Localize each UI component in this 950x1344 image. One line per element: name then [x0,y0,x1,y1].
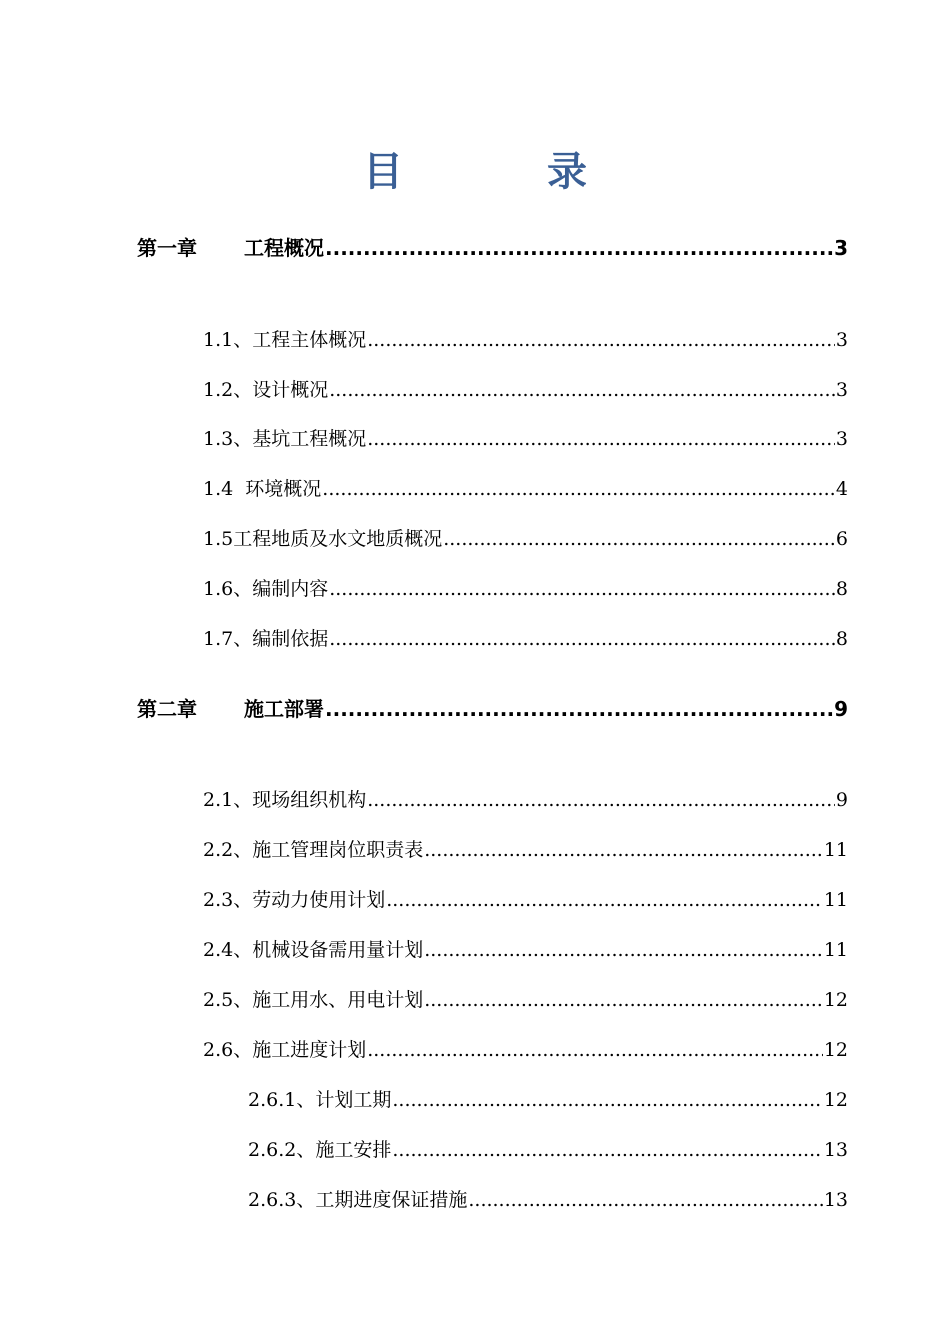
toc-entry-1-2[interactable] [203,375,848,405]
toc-entry-2-2[interactable] [203,835,848,865]
toc-chapter-2[interactable] [137,694,848,724]
toc-entry-label: 1.1、工程主体概况 [203,329,367,351]
chapter-title: 施工部署 [244,697,324,721]
dot-leader [367,1035,823,1065]
toc-chapter-1[interactable] [137,233,848,263]
dot-leader [386,885,823,915]
page-number: 8 [835,628,848,650]
toc-entry-2-3[interactable] [203,885,848,915]
toc-entry-label [137,233,324,263]
chapter-number: 第二章 [137,697,197,721]
chapter-title: 工程概况 [244,236,324,260]
dot-leader [329,624,835,654]
dot-leader [392,1085,822,1115]
dot-leader [392,1135,822,1165]
page-number: 3 [834,236,848,260]
page-number: 13 [823,1139,848,1161]
page-number: 3 [835,428,848,450]
toc-entry-label [137,694,324,724]
toc-entry-2-6-1[interactable] [248,1085,848,1115]
toc-entry-1-3[interactable] [203,424,848,454]
toc-entry-label: 2.1、现场组织机构 [203,789,367,811]
toc-entry-label: 1.3、基坑工程概况 [203,428,367,450]
dot-leader [329,375,835,405]
dot-leader [424,985,823,1015]
page-number: 11 [823,939,848,961]
toc-entry-label: 1.7、编制依据 [203,628,329,650]
dot-leader [424,935,823,965]
toc-entry-label: 2.6.2、施工安排 [248,1139,392,1161]
dot-leader [367,424,835,454]
dot-leader [322,474,835,504]
toc-entry-1-6[interactable] [203,574,848,604]
page-number: 9 [834,697,848,721]
dot-leader [325,233,833,263]
page-number: 11 [823,889,848,911]
dot-leader [325,694,833,724]
page-number: 13 [823,1189,848,1211]
toc-title: 目 录 [363,149,639,195]
toc-entry-2-1[interactable] [203,785,848,815]
toc-entry-label: 2.2、施工管理岗位职责表 [203,839,424,861]
toc-entry-label: 2.6.3、工期进度保证措施 [248,1189,468,1211]
chapter-number: 第一章 [137,236,197,260]
page-number: 12 [823,1039,848,1061]
toc-entry-2-6[interactable] [203,1035,848,1065]
toc-entry-label: 2.6.1、计划工期 [248,1089,392,1111]
toc-entry-2-6-2[interactable] [248,1135,848,1165]
toc-entry-label: 1.4 环境概况 [203,478,322,500]
toc-entry-1-7[interactable] [203,624,848,654]
toc-entry-1-4[interactable] [203,474,848,504]
dot-leader [443,524,835,554]
dot-leader [367,325,835,355]
page-number: 6 [835,528,848,550]
toc-entry-1-5[interactable] [203,524,848,554]
toc-entry-label: 2.3、劳动力使用计划 [203,889,386,911]
page-number: 12 [823,989,848,1011]
page-number: 4 [835,478,848,500]
page-number: 11 [823,839,848,861]
page-number: 8 [835,578,848,600]
toc-entry-label: 2.6、施工进度计划 [203,1039,367,1061]
toc-entry-label: 2.4、机械设备需用量计划 [203,939,424,961]
toc-entry-2-4[interactable] [203,935,848,965]
page-number: 12 [823,1089,848,1111]
page-number: 3 [835,379,848,401]
toc-entry-label: 1.6、编制内容 [203,578,329,600]
toc-entry-2-6-3[interactable] [248,1185,848,1215]
toc-entry-2-5[interactable] [203,985,848,1015]
toc-entry-label: 1.5工程地质及水文地质概况 [203,528,443,550]
dot-leader [424,835,823,865]
page-number: 3 [835,329,848,351]
dot-leader [329,574,835,604]
dot-leader [367,785,835,815]
toc-entry-label: 1.2、设计概况 [203,379,329,401]
page-number: 9 [835,789,848,811]
toc-entry-1-1[interactable] [203,325,848,355]
dot-leader [468,1185,822,1215]
toc-entry-label: 2.5、施工用水、用电计划 [203,989,424,1011]
